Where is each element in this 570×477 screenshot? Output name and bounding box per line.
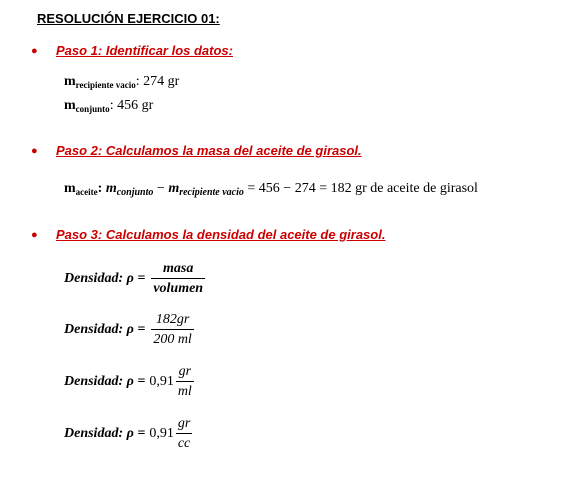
data-line-full-set: [64, 98, 153, 114]
density-label: Densidad: [64, 373, 119, 389]
fraction-denominator: cc: [177, 436, 191, 451]
mass-symbol: m: [64, 98, 76, 113]
fraction-numerator: 182gr: [151, 311, 194, 330]
rho-equals: : ρ =: [118, 270, 146, 286]
mass-symbol: m: [64, 181, 76, 196]
fraction-numerator: gr: [176, 363, 194, 382]
rho-equals: : ρ =: [118, 373, 146, 389]
fraction: [176, 363, 194, 400]
density-result-ml: [64, 363, 196, 400]
fraction-denominator: 200 ml: [153, 332, 192, 347]
step-2-heading: Paso 2: Calculamos la masa del aceite de girasol.: [56, 143, 362, 158]
bullet-icon: ●: [31, 145, 38, 157]
fraction-denominator: volumen: [153, 281, 204, 296]
minus-sign: −: [153, 181, 169, 196]
density-result-cc: [64, 415, 194, 452]
mass-value: : 456 gr: [109, 98, 154, 113]
term-subscript: conjunto: [116, 187, 154, 198]
fraction-numerator: masa: [151, 260, 205, 279]
mass-result: = 456 − 274 = 182 gr de aceite de girasol: [243, 181, 478, 196]
fraction: [151, 260, 205, 297]
fraction: [176, 415, 192, 452]
page-title: RESOLUCIÓN EJERCICIO 01:: [37, 11, 220, 26]
density-coefficient: 0,91: [149, 373, 174, 389]
density-coefficient: 0,91: [149, 425, 174, 441]
density-label: Densidad: [64, 270, 119, 286]
mass-calculation: [64, 181, 478, 197]
density-formula: [64, 260, 207, 297]
term-symbol: m: [168, 181, 180, 196]
bullet-icon: ●: [31, 229, 38, 241]
mass-subscript: conjunto: [75, 104, 110, 114]
fraction: [151, 311, 194, 348]
step-3-heading: Paso 3: Calculamos la densidad del aceite de girasol.: [56, 227, 386, 242]
data-line-empty-container: [64, 74, 179, 90]
mass-value: : 274 gr: [135, 74, 180, 89]
mass-subscript: recipiente vacio: [75, 80, 136, 90]
fraction-numerator: gr: [176, 415, 192, 434]
term-subscript: recipiente vacio: [179, 187, 244, 198]
step-1-heading: Paso 1: Identificar los datos:: [56, 43, 233, 58]
mass-subscript: aceite: [75, 187, 98, 197]
density-label: Densidad: [64, 425, 119, 441]
colon: :: [97, 181, 103, 196]
rho-equals: : ρ =: [118, 321, 146, 337]
bullet-icon: ●: [31, 45, 38, 57]
rho-equals: : ρ =: [118, 425, 146, 441]
density-substitution: [64, 311, 196, 348]
density-label: Densidad: [64, 321, 119, 337]
fraction-denominator: ml: [177, 384, 192, 399]
term-symbol: m: [105, 181, 117, 196]
mass-symbol: m: [64, 74, 76, 89]
